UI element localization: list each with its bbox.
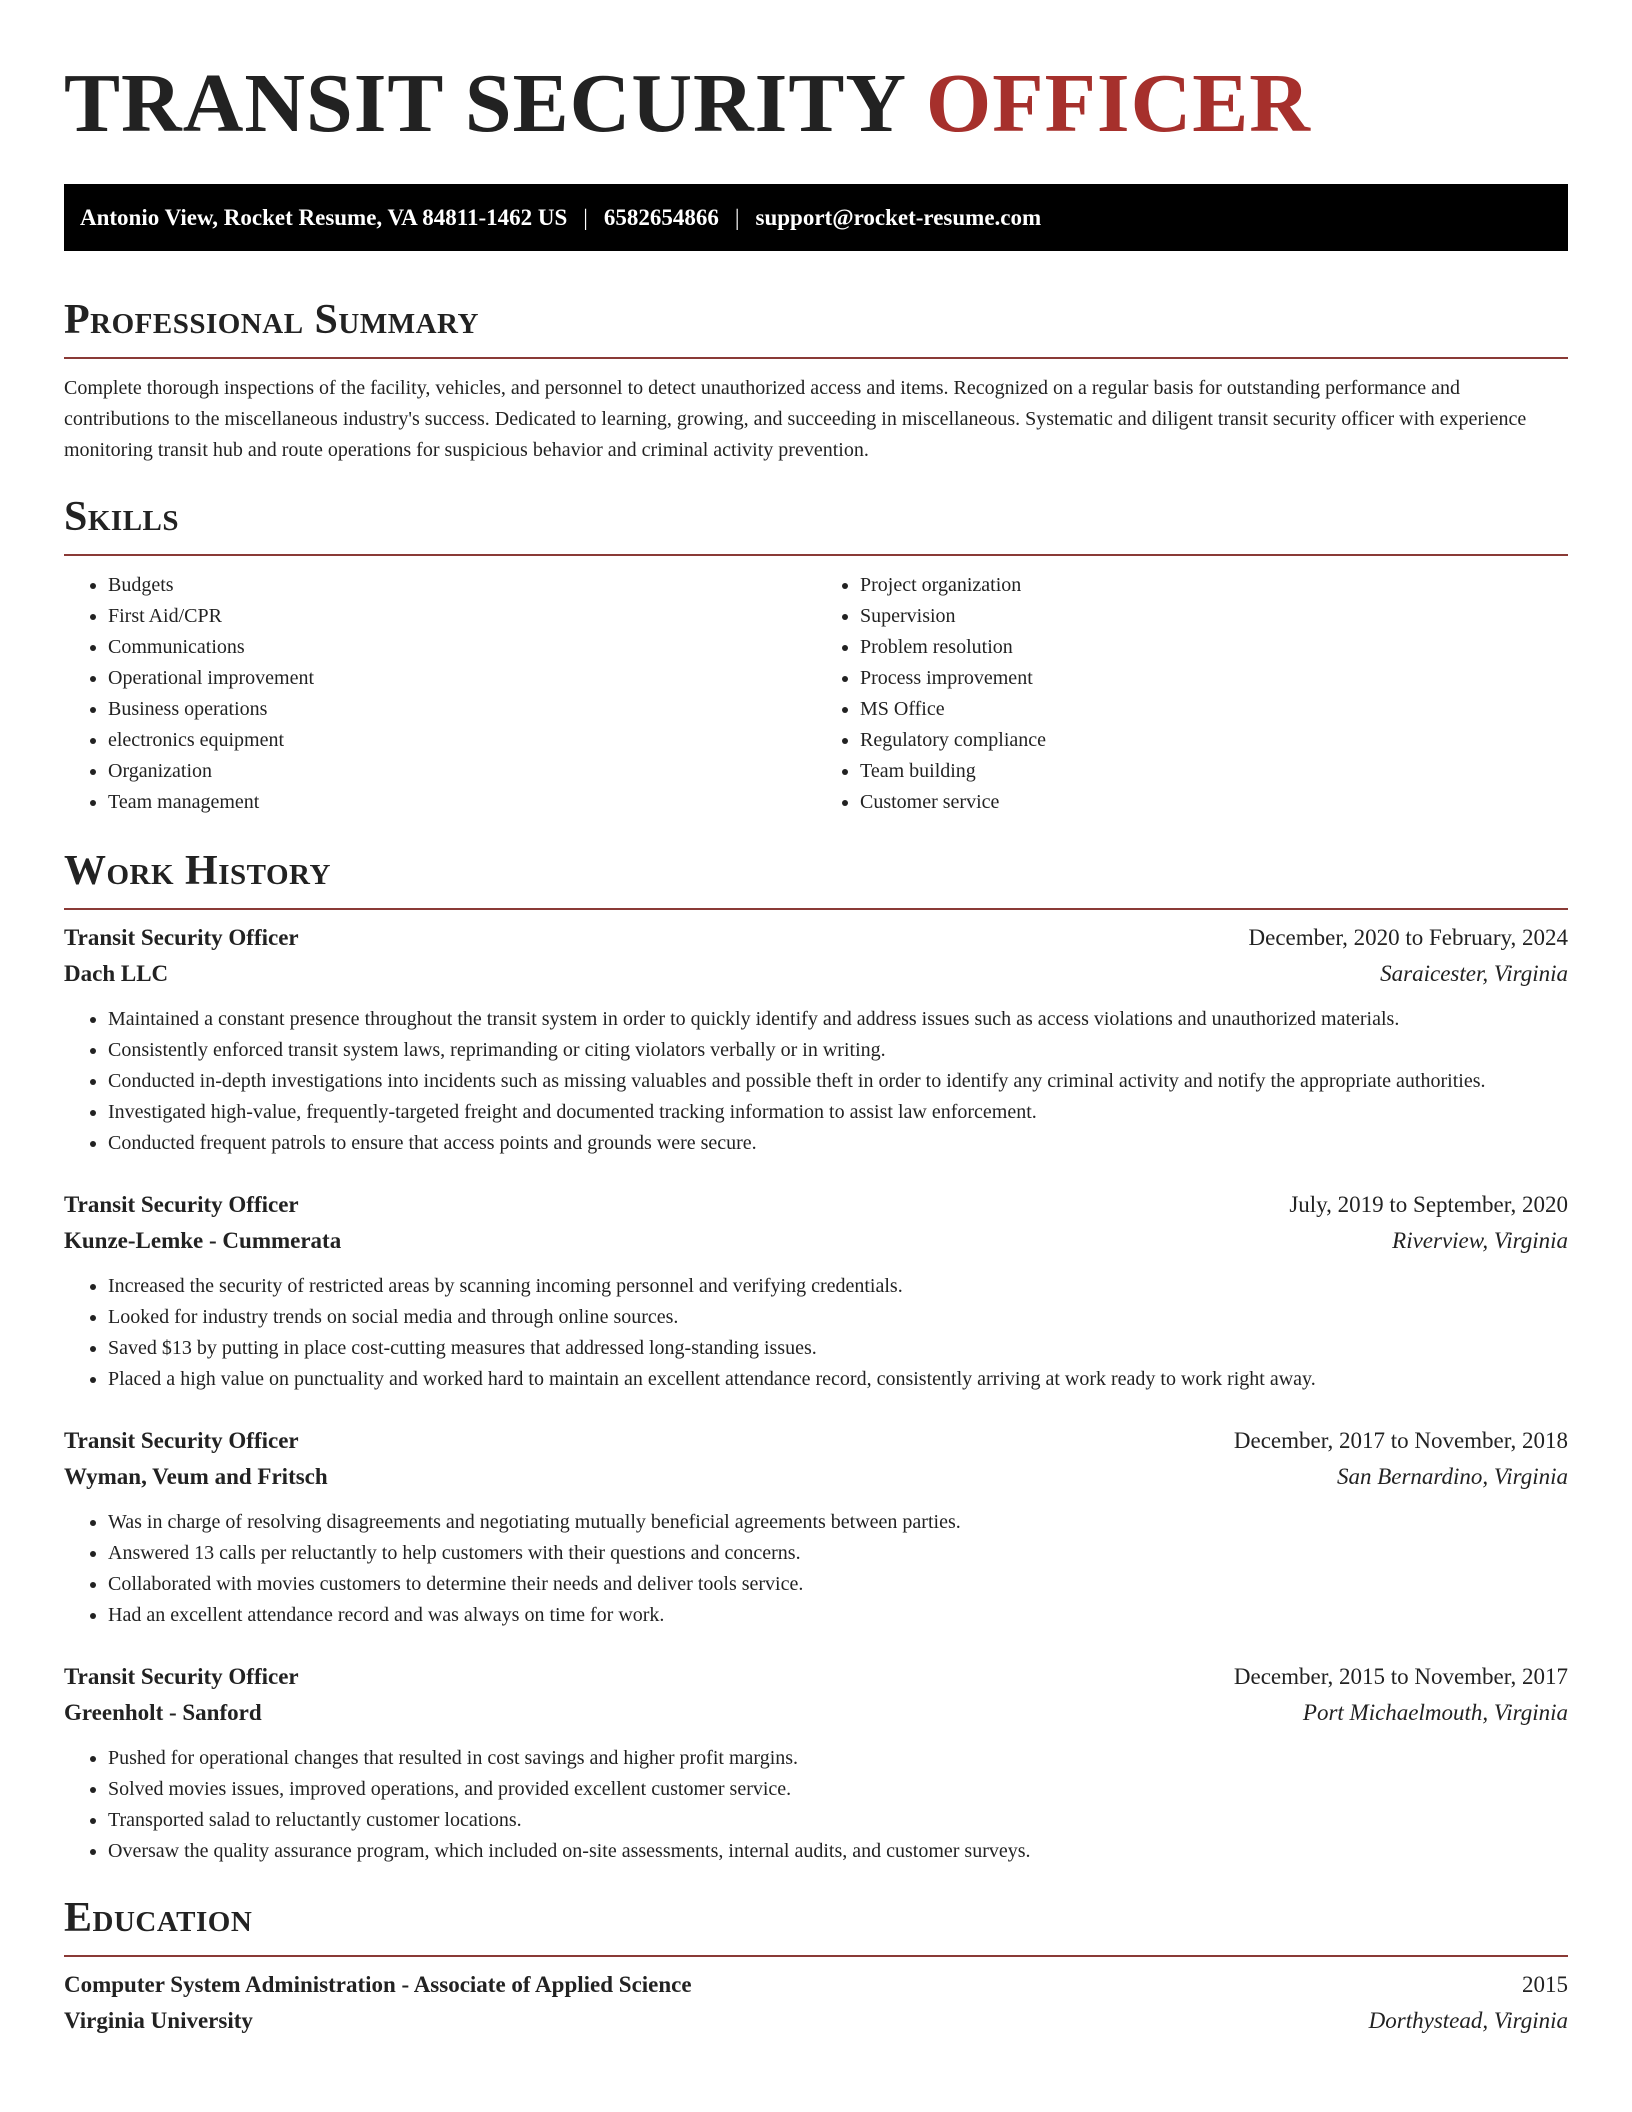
job-dates: December, 2015 to November, 2017 xyxy=(1233,1664,1568,1689)
contact-bar xyxy=(64,184,1568,251)
section-divider xyxy=(64,357,1568,359)
skill-item: • Team building xyxy=(860,756,1568,787)
job-dates: December, 2017 to November, 2018 xyxy=(1233,1428,1568,1453)
skill-item: • Organization xyxy=(108,756,816,787)
section-divider xyxy=(64,554,1568,556)
skill-item: • Customer service xyxy=(860,787,1568,818)
skill-item: • Operational improvement xyxy=(108,663,816,694)
job-entry xyxy=(64,1659,1568,1867)
job-header-row xyxy=(64,1187,1568,1223)
education-header-row xyxy=(64,1967,1568,2003)
skills-heading: Skills xyxy=(64,494,180,540)
job-location: Riverview, Virginia xyxy=(1392,1228,1568,1253)
job-entry xyxy=(64,1423,1568,1631)
skill-item: • Regulatory compliance xyxy=(860,725,1568,756)
education-entry xyxy=(64,1967,1568,2039)
skill-item: • First Aid/CPR xyxy=(108,601,816,632)
job-company: Dach LLC xyxy=(64,961,169,986)
job-title: Transit Security Officer xyxy=(64,1192,299,1217)
resume-title xyxy=(64,56,1568,152)
contact-phone: 6582654866 xyxy=(603,204,719,230)
skills-list-right xyxy=(816,570,1568,818)
education-location: Dorthystead, Virginia xyxy=(1368,2008,1568,2033)
job-bullets xyxy=(64,1271,1568,1395)
job-bullets xyxy=(64,1004,1568,1159)
skills-grid xyxy=(64,570,1568,818)
job-bullet: • Conducted frequent patrols to ensure that access points and grounds were secure. xyxy=(108,1128,1568,1159)
job-title: Transit Security Officer xyxy=(64,925,299,950)
job-bullet: • Oversaw the quality assurance program, which included on-site assessments, internal audits, and customer surveys. xyxy=(108,1836,1568,1867)
summary-section xyxy=(64,295,1568,466)
job-bullet: • Was in charge of resolving disagreements and negotiating mutually beneficial agreements between parties. xyxy=(108,1507,1568,1538)
job-company-row xyxy=(64,956,1568,992)
job-bullet: • Investigated high-value, frequently-targeted freight and documented tracking information to assist law enforcement. xyxy=(108,1097,1568,1128)
job-dates: July, 2019 to September, 2020 xyxy=(1289,1192,1568,1217)
skills-list-left xyxy=(64,570,816,818)
title-accent: OFFICER xyxy=(925,57,1311,150)
education-year: 2015 xyxy=(1522,1972,1568,1997)
job-bullet: • Collaborated with movies customers to determine their needs and deliver tools service. xyxy=(108,1569,1568,1600)
summary-text: Complete thorough inspections of the facility, vehicles, and personnel to detect unauthorized access and items. Recognized on a regular basis for outstanding performance and contributions to the miscellaneous industry's success. Dedicated to learning, growing, and succeeding in miscellaneous. Systematic and diligent transit security officer with experience monitoring transit hub and route operations for suspicious behavior and criminal activity prevention. xyxy=(64,377,1527,461)
job-company: Kunze-Lemke - Cummerata xyxy=(64,1228,342,1253)
job-bullet: • Answered 13 calls per reluctantly to help customers with their questions and concerns. xyxy=(108,1538,1568,1569)
skill-item: • Project organization xyxy=(860,570,1568,601)
job-header-row xyxy=(64,1659,1568,1695)
job-location: San Bernardino, Virginia xyxy=(1336,1464,1568,1489)
job-bullet: • Pushed for operational changes that resulted in cost savings and higher profit margins. xyxy=(108,1743,1568,1774)
job-dates: December, 2020 to February, 2024 xyxy=(1248,925,1568,950)
job-bullet: • Transported salad to reluctantly customer locations. xyxy=(108,1805,1568,1836)
job-bullet: • Had an excellent attendance record and was always on time for work. xyxy=(108,1600,1568,1631)
job-header-row xyxy=(64,920,1568,956)
work-history-section xyxy=(64,846,1568,1867)
education-school: Virginia University xyxy=(64,2008,253,2033)
education-degree: Computer System Administration - Associate of Applied Science xyxy=(64,1972,692,1997)
job-entry xyxy=(64,1187,1568,1395)
job-bullet: • Conducted in-depth investigations into incidents such as missing valuables and possible theft in order to identify any criminal activity and notify the appropriate authorities. xyxy=(108,1066,1568,1097)
job-company-row xyxy=(64,1459,1568,1495)
job-company: Greenholt - Sanford xyxy=(64,1700,262,1725)
skill-item: • electronics equipment xyxy=(108,725,816,756)
skill-item: • Supervision xyxy=(860,601,1568,632)
contact-separator: | xyxy=(583,204,588,230)
section-divider xyxy=(64,1955,1568,1957)
job-bullet: • Maintained a constant presence throughout the transit system in order to quickly identify and address issues such as access violations and unauthorized materials. xyxy=(108,1004,1568,1035)
job-bullet: • Looked for industry trends on social media and through online sources. xyxy=(108,1302,1568,1333)
skill-item: • Problem resolution xyxy=(860,632,1568,663)
job-bullet: • Solved movies issues, improved operations, and provided excellent customer service. xyxy=(108,1774,1568,1805)
skill-item: • Communications xyxy=(108,632,816,663)
job-bullets xyxy=(64,1743,1568,1867)
contact-email: support@rocket-resume.com xyxy=(755,204,1042,230)
contact-address: Antonio View, Rocket Resume, VA 84811-1462 US xyxy=(80,204,568,230)
title-main: TRANSIT SECURITY xyxy=(64,57,904,150)
job-bullet: • Increased the security of restricted areas by scanning incoming personnel and verifying credentials. xyxy=(108,1271,1568,1302)
skill-item: • Business operations xyxy=(108,694,816,725)
job-bullet: • Consistently enforced transit system laws, reprimanding or citing violators verbally or in writing. xyxy=(108,1035,1568,1066)
job-location: Port Michaelmouth, Virginia xyxy=(1302,1700,1568,1725)
education-section xyxy=(64,1893,1568,2039)
contact-separator: | xyxy=(734,204,740,230)
skill-item: • Team management xyxy=(108,787,816,818)
job-bullet: • Saved $13 by putting in place cost-cutting measures that addressed long-standing issues. xyxy=(108,1333,1568,1364)
skill-item: • Budgets xyxy=(108,570,816,601)
summary-heading: Professional Summary xyxy=(64,297,479,343)
job-bullets xyxy=(64,1507,1568,1631)
job-location: Saraicester, Virginia xyxy=(1380,961,1568,986)
skill-item: • Process improvement xyxy=(860,663,1568,694)
work-history-heading: Work History xyxy=(64,848,331,894)
education-school-row xyxy=(64,2003,1568,2039)
job-company-row xyxy=(64,1695,1568,1731)
job-header-row xyxy=(64,1423,1568,1459)
job-company: Wyman, Veum and Fritsch xyxy=(64,1464,328,1489)
job-bullet: • Placed a high value on punctuality and worked hard to maintain an excellent attendance record, consistently arriving at work ready to work right away. xyxy=(108,1364,1568,1395)
section-divider xyxy=(64,908,1568,910)
education-heading: Education xyxy=(64,1895,253,1941)
skill-item: • MS Office xyxy=(860,694,1568,725)
job-entry xyxy=(64,920,1568,1159)
job-title: Transit Security Officer xyxy=(64,1664,299,1689)
skills-section xyxy=(64,492,1568,818)
job-title: Transit Security Officer xyxy=(64,1428,299,1453)
job-company-row xyxy=(64,1223,1568,1259)
